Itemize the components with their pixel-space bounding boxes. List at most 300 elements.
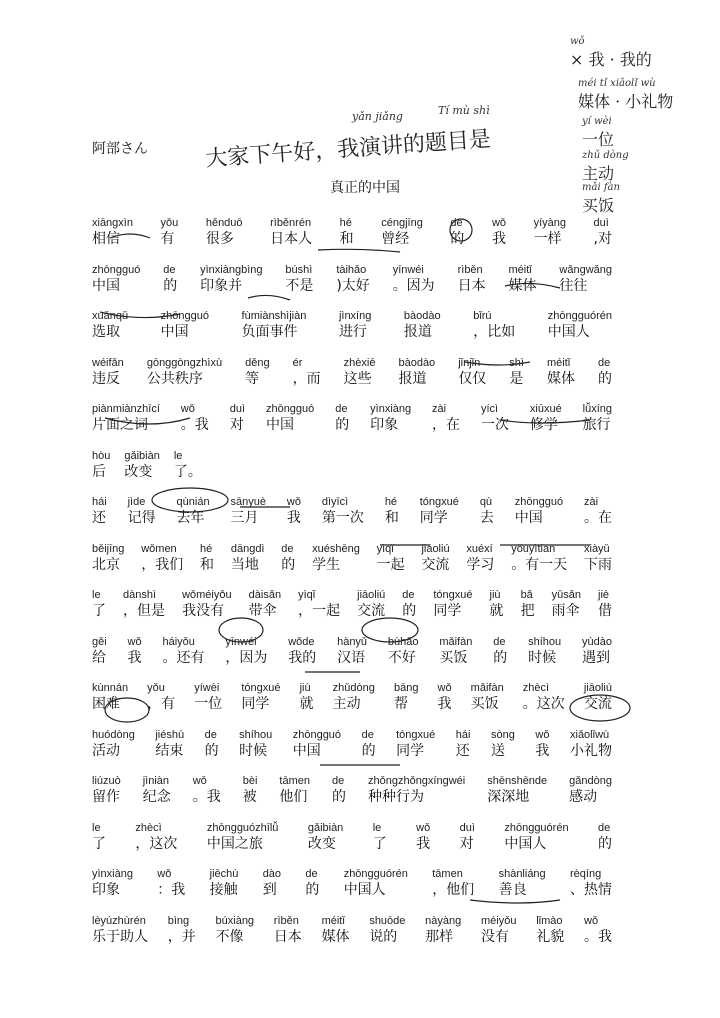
word-token xyxy=(536,914,564,946)
hanzi: ，他们 xyxy=(432,882,475,898)
hanzi: 那样 xyxy=(425,928,454,945)
word-token xyxy=(369,914,405,946)
word-token xyxy=(182,588,232,620)
word-token xyxy=(124,449,159,481)
word-token xyxy=(381,216,423,248)
hanzi: ，这次 xyxy=(135,835,178,852)
hanzi: 日本 xyxy=(457,277,486,294)
word-token xyxy=(458,356,486,388)
word-token xyxy=(177,495,210,527)
pinyin: huódòng xyxy=(92,728,135,741)
hanzi: 是 xyxy=(509,370,524,387)
hanzi: 还 xyxy=(92,510,106,526)
pinyin: de xyxy=(163,263,176,276)
hanzi: 的 xyxy=(331,789,346,805)
hanzi: 选取 xyxy=(92,324,120,340)
handwritten-title: 大家下午好，我演讲的题目是 xyxy=(204,127,492,172)
word-token xyxy=(492,216,506,248)
word-token xyxy=(402,588,416,620)
word-token xyxy=(205,728,219,760)
text-line xyxy=(92,867,612,907)
hanzi: 进行 xyxy=(338,324,367,340)
text-line xyxy=(92,728,612,768)
hanzi: 印象 xyxy=(92,882,120,898)
pinyin: de xyxy=(598,356,611,369)
pinyin: jiāoliú xyxy=(357,589,386,601)
hanzi: 把 xyxy=(520,603,535,619)
word-token xyxy=(210,867,239,899)
word-token xyxy=(92,449,110,481)
pinyin: bùhǎo xyxy=(387,635,419,648)
hanzi: 说的 xyxy=(369,928,398,945)
pinyin: yìnxiàng xyxy=(92,868,133,880)
pinyin: wǒ xyxy=(192,775,207,787)
pinyin: tóngxué xyxy=(396,728,436,741)
pinyin: rìběn xyxy=(273,914,299,927)
hanzi: 的 xyxy=(204,742,219,759)
pinyin: wéifǎn xyxy=(92,356,124,369)
hanzi: 一次 xyxy=(480,417,509,433)
hanzi: 对 xyxy=(229,417,244,433)
word-token xyxy=(92,263,140,295)
word-token xyxy=(421,542,449,574)
pinyin: zhèxiē xyxy=(343,356,376,369)
pinyin: yìnxiàngbìng xyxy=(200,263,263,276)
word-token xyxy=(583,402,612,434)
hanzi: 同学 xyxy=(433,603,462,619)
pinyin: zhōngguórén xyxy=(504,821,569,834)
hanzi: 当地 xyxy=(230,556,259,573)
word-token xyxy=(162,635,204,667)
hanzi: 后 xyxy=(92,463,106,480)
pinyin: bèi xyxy=(242,775,258,787)
word-token xyxy=(493,635,507,667)
word-token xyxy=(473,309,515,341)
hanzi: ，而 xyxy=(292,370,321,387)
pinyin: rìběnrén xyxy=(270,217,312,229)
hanzi: 小礼物 xyxy=(570,742,612,759)
word-token xyxy=(432,867,474,899)
hanzi: 帮 xyxy=(393,696,408,712)
pinyin: dào xyxy=(262,868,282,880)
hanzi: 的 xyxy=(361,742,376,759)
word-token xyxy=(481,402,509,434)
pinyin: le xyxy=(92,821,101,834)
pinyin: háiyǒu xyxy=(162,635,195,648)
word-token xyxy=(200,542,214,574)
word-token xyxy=(92,867,133,899)
hanzi: 到 xyxy=(262,882,277,898)
hanzi: 中国 xyxy=(292,742,321,759)
word-token xyxy=(504,821,568,853)
pinyin: duì xyxy=(593,217,609,229)
word-token xyxy=(298,588,340,620)
pinyin: zài xyxy=(432,403,447,415)
word-token xyxy=(155,728,184,760)
word-token xyxy=(450,216,464,248)
hanzi: 负面事件 xyxy=(241,324,298,340)
hanzi: 公共秩序 xyxy=(146,370,203,387)
word-token xyxy=(308,821,343,853)
pinyin: hànyǔ xyxy=(337,635,368,648)
pinyin: yǒu xyxy=(147,682,165,694)
pinyin: wǒméiyǒu xyxy=(182,589,232,601)
pinyin: de xyxy=(493,635,506,648)
text-line xyxy=(92,681,612,721)
pinyin: zhōngguó xyxy=(514,496,564,508)
hanzi: 改变 xyxy=(124,463,153,480)
pinyin: hòu xyxy=(92,449,111,462)
word-token xyxy=(598,821,612,853)
pinyin: yícì xyxy=(480,403,499,415)
word-token xyxy=(279,774,310,806)
pinyin: yǒu xyxy=(160,217,179,229)
word-token xyxy=(336,263,369,295)
hanzi: 片面之词 xyxy=(92,417,148,433)
hanzi: 去年 xyxy=(176,510,205,526)
hanzi: 善良 xyxy=(498,882,527,898)
title-pinyin-note-2: Tí mù shì xyxy=(438,104,490,117)
pinyin: búshì xyxy=(285,263,313,276)
pinyin: wǒ xyxy=(491,217,506,229)
hanzi: 他们 xyxy=(279,789,308,805)
pinyin: yǒuyìtiān xyxy=(511,542,556,555)
vocab-hanzi: 一位 xyxy=(582,130,615,149)
word-token xyxy=(92,588,106,620)
hanzi: 日本人 xyxy=(270,231,313,247)
pinyin: tóngxué xyxy=(433,589,473,601)
word-token xyxy=(535,728,549,760)
pinyin: mǎifàn xyxy=(470,682,504,694)
hanzi: 一样 xyxy=(533,231,562,247)
word-token xyxy=(344,867,408,899)
word-token xyxy=(287,495,301,527)
hanzi: ，我们 xyxy=(141,556,184,573)
word-token xyxy=(333,681,375,713)
word-token xyxy=(92,681,128,713)
pinyin: dāngdì xyxy=(230,542,265,555)
text-line xyxy=(92,402,612,442)
word-token xyxy=(216,914,255,946)
pinyin: xiāngxìn xyxy=(92,217,133,229)
word-token xyxy=(206,216,243,248)
hanzi: 我 xyxy=(286,510,301,526)
hanzi: 报道 xyxy=(398,370,427,387)
hanzi: 不好 xyxy=(387,649,416,666)
pinyin: yíwèi xyxy=(194,682,220,694)
word-token xyxy=(135,821,177,853)
hanzi: 和 xyxy=(339,231,354,247)
word-token xyxy=(584,914,612,946)
pinyin: wǒ xyxy=(437,682,452,694)
hanzi: 带伞 xyxy=(248,603,277,619)
word-token xyxy=(181,402,209,434)
document-title: 真正的中国 xyxy=(330,179,400,195)
word-token xyxy=(161,216,179,248)
word-token xyxy=(312,542,360,574)
hanzi: 中国之旅 xyxy=(206,835,263,852)
word-token xyxy=(92,821,106,853)
word-token xyxy=(300,681,314,713)
vocab-hanzi: 媒体 · 小礼物 xyxy=(578,92,674,111)
hanzi: 给 xyxy=(92,649,106,666)
hanzi: 同学 xyxy=(396,742,425,759)
text-line xyxy=(92,309,612,349)
word-token xyxy=(163,263,177,295)
word-token xyxy=(281,542,295,574)
pinyin: qù xyxy=(479,496,493,508)
pinyin: méitǐ xyxy=(546,356,571,369)
hanzi: 去 xyxy=(479,510,494,526)
pinyin: wǒ xyxy=(416,821,431,834)
word-token xyxy=(239,728,272,760)
word-token xyxy=(266,402,314,434)
hanzi: 我的 xyxy=(288,649,317,666)
pinyin: yìnxiàng xyxy=(370,403,412,415)
hanzi: 。还有 xyxy=(162,649,205,666)
word-token xyxy=(200,263,262,295)
hanzi: 种种行为 xyxy=(367,789,424,805)
hanzi: 一起 xyxy=(376,556,405,573)
hanzi: 的 xyxy=(335,417,350,433)
pinyin: shíhou xyxy=(528,635,562,648)
hanzi: 中国 xyxy=(514,510,543,526)
hanzi: 中国 xyxy=(265,417,294,433)
pinyin: zhǔdòng xyxy=(332,682,375,694)
vocab-pinyin: méi tǐ xiǎolǐ wù xyxy=(578,78,656,89)
pinyin: zhècì xyxy=(522,682,550,694)
pinyin: duì xyxy=(459,821,475,834)
pinyin: tàihǎo xyxy=(336,263,367,276)
vocab-pinyin: yí wèi xyxy=(582,116,612,127)
vocab-pinyin: wǒ xyxy=(570,36,585,47)
hanzi: 乐于助人 xyxy=(92,928,148,945)
pinyin: tāmen xyxy=(432,868,463,880)
pinyin: jiù xyxy=(299,682,311,694)
hanzi: 一位 xyxy=(194,696,223,712)
word-token xyxy=(143,774,171,806)
word-token xyxy=(584,542,612,574)
pinyin: fùmiànshìjiàn xyxy=(241,310,307,322)
pinyin: tāmen xyxy=(279,775,310,787)
pinyin: jìde xyxy=(127,496,146,508)
hanzi: ：我 xyxy=(157,882,186,898)
pinyin: nàyàng xyxy=(425,914,462,927)
hanzi: 感动 xyxy=(569,789,598,805)
word-token xyxy=(128,635,142,667)
word-token xyxy=(439,635,472,667)
word-token xyxy=(242,309,307,341)
hanzi: 学生 xyxy=(312,556,341,573)
word-token xyxy=(249,588,281,620)
text-line xyxy=(92,774,612,814)
hanzi: 对 xyxy=(459,835,474,852)
word-token xyxy=(194,681,222,713)
word-token xyxy=(332,774,346,806)
word-token xyxy=(370,402,411,434)
vocab-hanzi: × 我 · 我的 xyxy=(570,50,652,69)
word-token xyxy=(499,867,546,899)
pinyin: shuōde xyxy=(369,914,406,927)
word-token xyxy=(263,867,281,899)
pinyin: rèqíng xyxy=(570,868,602,880)
word-token xyxy=(509,356,524,388)
pinyin: zhōngguó xyxy=(92,263,141,276)
pinyin: wǎngwǎng xyxy=(559,263,612,276)
word-token xyxy=(584,495,612,527)
word-token xyxy=(570,867,612,899)
hanzi: 中国人 xyxy=(547,324,590,340)
word-token xyxy=(471,681,504,713)
text-line xyxy=(92,588,612,628)
pinyin: tóngxué xyxy=(419,496,459,508)
hanzi: 的 xyxy=(450,231,465,247)
hanzi: 我 xyxy=(437,696,452,712)
pinyin: wǒde xyxy=(288,635,315,648)
pinyin: jiāoliú xyxy=(421,542,450,555)
word-token xyxy=(490,588,504,620)
hanzi: 了 xyxy=(372,835,387,852)
word-token xyxy=(92,356,124,388)
word-token xyxy=(385,495,399,527)
hanzi: 下雨 xyxy=(584,556,612,573)
word-token xyxy=(293,728,341,760)
word-token xyxy=(207,821,279,853)
word-token xyxy=(193,774,221,806)
word-token xyxy=(598,588,612,620)
word-token xyxy=(340,216,354,248)
word-token xyxy=(458,263,486,295)
hanzi: 交流 xyxy=(357,603,386,619)
hanzi: 往往 xyxy=(559,277,588,294)
pinyin: zhōngguó xyxy=(160,310,209,322)
pinyin: de xyxy=(361,728,374,741)
pinyin: búxiàng xyxy=(215,914,255,927)
pinyin: zhōngguórén xyxy=(547,310,612,322)
hanzi: 学习 xyxy=(466,556,495,573)
pinyin: méitǐ xyxy=(508,263,532,276)
word-token xyxy=(394,681,418,713)
word-token xyxy=(337,635,367,667)
hanzi: 纪念 xyxy=(142,789,171,805)
pinyin: jiù xyxy=(489,589,501,601)
hanzi: 没有 xyxy=(481,928,510,945)
hanzi: 了 xyxy=(92,603,106,619)
word-token xyxy=(480,495,494,527)
word-token xyxy=(241,681,280,713)
hanzi: 主动 xyxy=(332,696,361,712)
hanzi: 。这次 xyxy=(522,696,565,712)
word-token xyxy=(584,681,612,713)
hanzi: 遇到 xyxy=(582,649,611,666)
pinyin: wǒ xyxy=(286,496,301,508)
pinyin: hái xyxy=(92,496,107,508)
pinyin: sānyuè xyxy=(230,496,266,508)
pinyin: běijīng xyxy=(92,542,125,555)
hanzi: 的 xyxy=(493,649,508,666)
pinyin: yīnwéi xyxy=(225,635,257,648)
pinyin: jǐnjǐn xyxy=(458,356,481,369)
hanzi: 、热情 xyxy=(570,882,612,898)
pinyin: hé xyxy=(200,542,213,555)
word-token xyxy=(509,263,537,295)
text-line xyxy=(92,821,612,861)
word-token xyxy=(335,402,349,434)
word-token xyxy=(466,542,494,574)
hanzi: 修学 xyxy=(529,417,558,433)
pinyin: wǒ xyxy=(180,403,195,415)
pinyin: gǎibiàn xyxy=(124,449,160,462)
hanzi: 三月 xyxy=(230,510,259,526)
pinyin: hái xyxy=(455,728,471,741)
pinyin: tóngxué xyxy=(241,682,281,694)
word-token xyxy=(245,356,269,388)
hanzi: 被 xyxy=(242,789,257,805)
word-token xyxy=(438,681,452,713)
pinyin: de xyxy=(331,775,345,787)
pinyin: wǒ xyxy=(157,868,172,880)
text-line xyxy=(92,356,612,396)
hanzi: 中国人 xyxy=(504,835,547,852)
vocab-pinyin: zhǔ dòng xyxy=(582,150,629,161)
word-token xyxy=(570,728,612,760)
hanzi: 中国 xyxy=(160,324,189,340)
pinyin: jìnxíng xyxy=(338,310,372,322)
hanzi: 有 xyxy=(160,231,175,247)
pinyin: xiàyǔ xyxy=(584,542,610,555)
word-token xyxy=(168,914,196,946)
pinyin: lèyúzhùrén xyxy=(92,914,146,927)
hanzi: 买饭 xyxy=(439,649,468,666)
text-line xyxy=(92,914,612,954)
hanzi: 。因为 xyxy=(392,277,435,294)
word-token xyxy=(404,309,441,341)
word-token xyxy=(552,588,581,620)
hanzi: 媒体 xyxy=(508,277,537,294)
hanzi: 活动 xyxy=(92,742,120,759)
pinyin: zhōngguó xyxy=(292,728,342,741)
pinyin: céngjīng xyxy=(381,217,423,229)
hanzi: ，但是 xyxy=(123,603,166,619)
hanzi: 仅仅 xyxy=(458,370,487,387)
hanzi: 我 xyxy=(491,231,506,247)
text-line xyxy=(92,542,612,582)
text-line xyxy=(92,635,612,675)
pinyin: de xyxy=(450,217,463,229)
title-pinyin-note-1: yǎn jiǎng xyxy=(352,110,403,123)
pinyin: xiūxué xyxy=(529,403,562,415)
word-token xyxy=(393,263,435,295)
pinyin: zài xyxy=(584,496,599,508)
hanzi: ,对 xyxy=(593,231,612,247)
pinyin: mǎifàn xyxy=(439,635,473,648)
pinyin: bìng xyxy=(167,914,190,927)
hanzi: 借 xyxy=(598,603,612,619)
word-token xyxy=(515,495,563,527)
word-token xyxy=(344,356,376,388)
word-token xyxy=(285,263,313,295)
word-token xyxy=(322,495,364,527)
pinyin: jìniàn xyxy=(142,775,170,787)
pinyin: hěnduō xyxy=(205,217,243,229)
word-token xyxy=(491,728,515,760)
word-token xyxy=(362,728,376,760)
hanzi: 。我 xyxy=(192,789,221,805)
hanzi: 雨伞 xyxy=(551,603,580,619)
word-token xyxy=(487,774,547,806)
hanzi: ，并 xyxy=(167,928,196,945)
pinyin: xiǎolǐwù xyxy=(570,728,610,741)
